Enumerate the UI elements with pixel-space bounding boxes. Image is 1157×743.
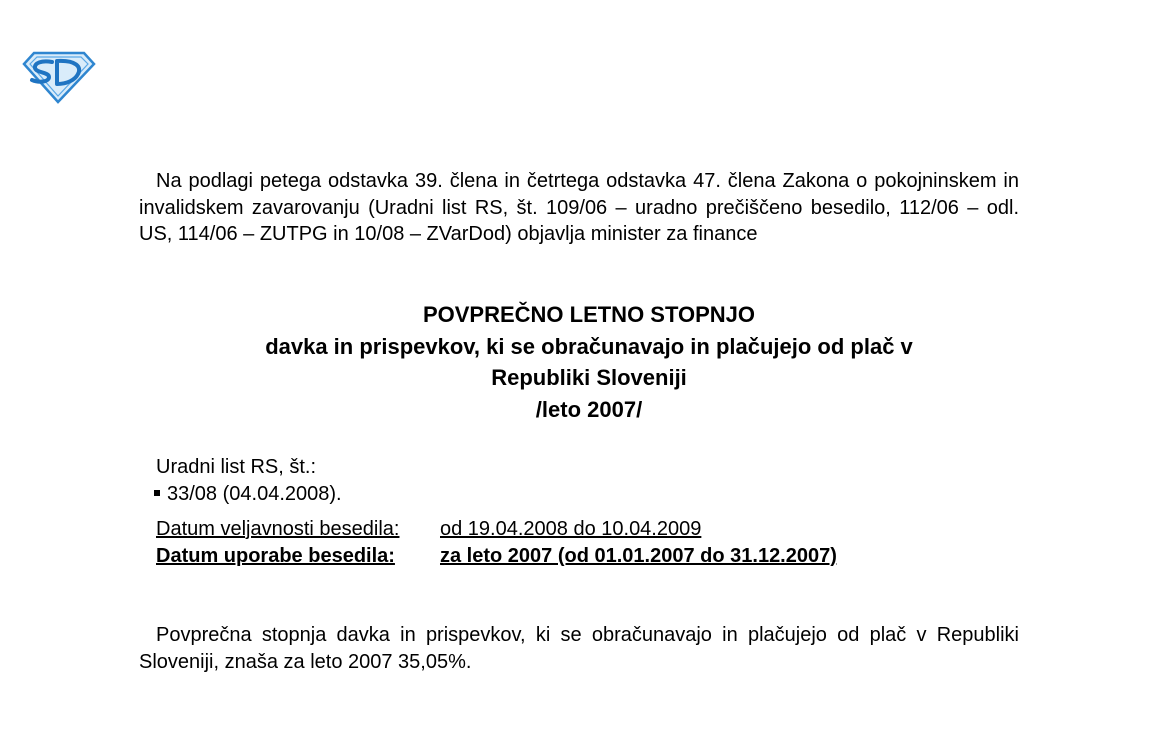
square-bullet-icon (154, 490, 160, 496)
sd-logo-icon (22, 50, 96, 104)
title-line-1: POVPREČNO LETNO STOPNJO (422, 302, 756, 327)
result-paragraph: Povprečna stopnja davka in prispevkov, ki se obračunavajo in plačujejo od plač v Republiki Sloveniji, znaša za leto 2007 35,05%. (139, 624, 1019, 673)
gazette-item: 33/08 (04.04.2008). (167, 483, 342, 505)
intro-paragraph: Na podlagi petega odstavka 39. člena in četrtega odstavka 47. člena Zakona o pokojninskem in invalidskem zavarovanju (Uradni list RS, št. 109/06 – uradno prečiščeno besedilo, 112/06 – odl. US, 114/06 – ZUTPG in 10/08 – ZVarDod) objavlja minister za finance (139, 170, 1019, 245)
title-line-3: Republiki Sloveniji (491, 365, 687, 390)
gazette-label: Uradni list RS, št.: (156, 456, 317, 478)
usage-label: Datum uporabe besedila: (156, 545, 395, 567)
validity-row (156, 516, 837, 543)
title-line-2: davka in prispevkov, ki se obračunavajo in plačujejo od plač v (265, 333, 913, 359)
gazette-reference (156, 454, 344, 508)
usage-value: za leto 2007 (od 01.01.2007 do 31.12.2007) (440, 545, 837, 567)
document-title (139, 299, 1039, 425)
validity-label: Datum veljavnosti besedila: (156, 518, 400, 540)
title-line-4: /leto 2007/ (535, 396, 643, 422)
list-item (154, 481, 342, 508)
dates-block (156, 516, 837, 570)
validity-value: od 19.04.2008 do 10.04.2009 (440, 518, 702, 540)
usage-row (156, 543, 837, 570)
